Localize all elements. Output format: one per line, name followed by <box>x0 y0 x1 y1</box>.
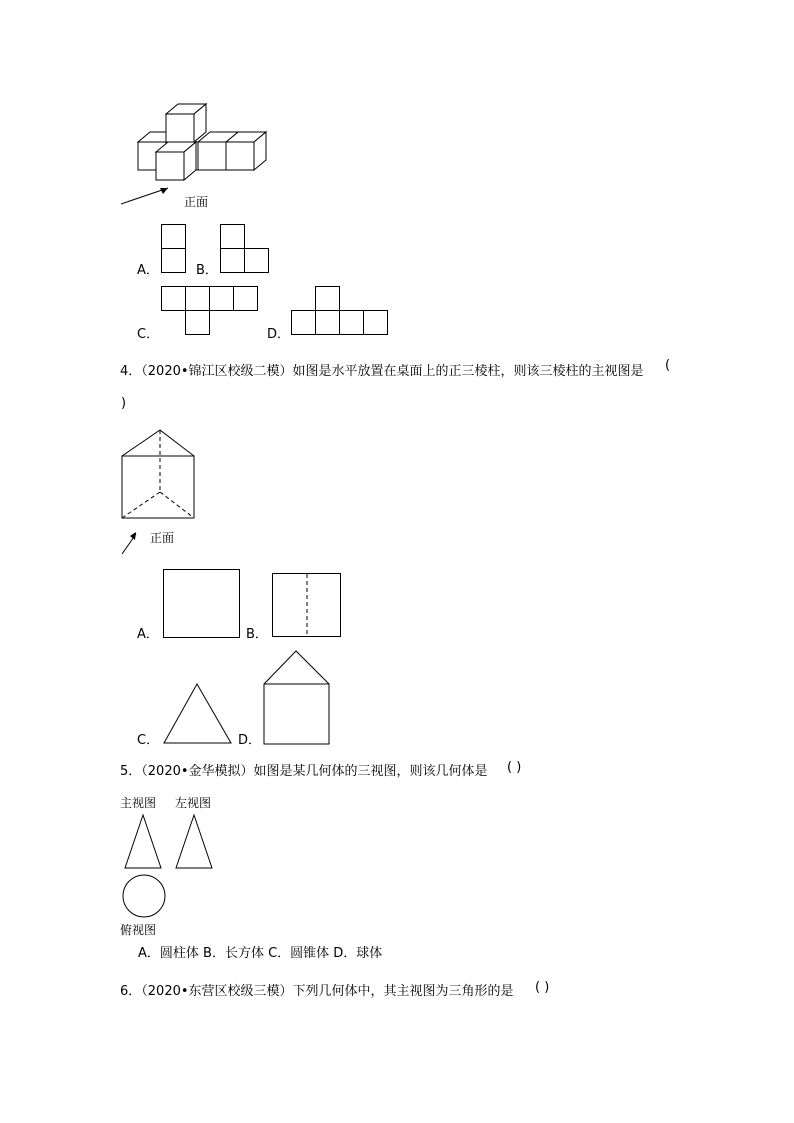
question-4-stem: 4．（2020•锦江区校级二模）如图是水平放置在桌面上的正三棱柱，则该三棱柱的主视图是 <box>120 364 644 379</box>
main-view-triangle <box>124 814 164 870</box>
q4-option-c-label: C． <box>137 733 160 748</box>
main-view-label: 主视图 <box>120 796 157 810</box>
q4-option-a-figure <box>163 569 243 641</box>
question-4-paren-open: ( <box>665 358 671 373</box>
question-6-paren: ( ) <box>535 980 550 995</box>
option-c-label: C． <box>137 327 160 342</box>
option-b-label: B． <box>196 263 218 278</box>
top-view-circle <box>122 874 168 920</box>
option-a-figure <box>161 224 191 274</box>
question-5-paren: ( ) <box>507 760 522 775</box>
q4-option-d-figure <box>263 650 333 746</box>
option-a-label: A． <box>137 263 159 278</box>
left-view-label: 左视图 <box>175 796 212 810</box>
front-label: 正面 <box>184 195 209 209</box>
question-5-options: A．圆柱体 B．长方体 C．圆锥体 D．球体 <box>138 946 383 961</box>
question-4-paren-close: ) <box>121 396 127 411</box>
question-5-stem: 5．（2020•金华模拟）如图是某几何体的三视图，则该几何体是 <box>120 764 488 779</box>
left-view-triangle <box>175 814 215 870</box>
question-6-stem: 6．（2020•东营区校级三模）下列几何体中，其主视图为三角形的是 <box>120 984 514 999</box>
q4-option-c-figure <box>163 683 233 745</box>
q4-option-b-figure <box>272 573 344 639</box>
q4-option-d-label: D． <box>238 733 262 748</box>
q4-option-b-label: B． <box>246 627 268 642</box>
option-b-figure <box>220 224 275 274</box>
option-d-figure <box>291 286 391 336</box>
q4-option-a-label: A． <box>137 627 159 642</box>
top-view-label: 俯视图 <box>120 923 157 937</box>
front-label-q4: 正面 <box>150 531 175 545</box>
option-d-label: D． <box>267 327 291 342</box>
option-c-figure <box>161 286 261 336</box>
